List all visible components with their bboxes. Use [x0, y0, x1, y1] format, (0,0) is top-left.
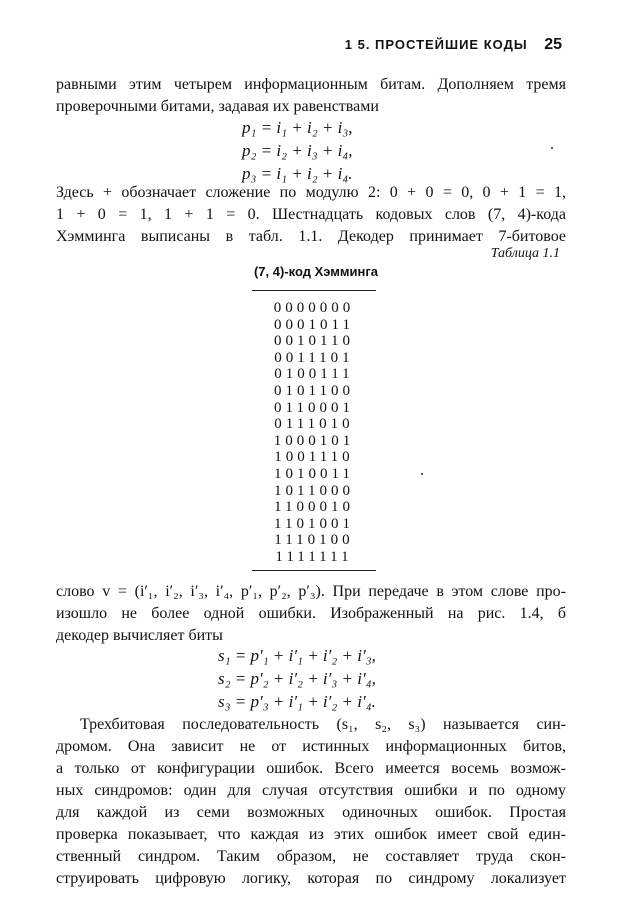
print-speck — [421, 473, 423, 475]
text-line: а только от конфигурации ошибок. Всего имеется восемь возмож- — [56, 760, 566, 777]
text-line: проверка показывает, что каждая из этих ошибок имеет свой един- — [56, 826, 566, 843]
section-title: 1 5. ПРОСТЕЙШИЕ КОДЫ — [344, 37, 528, 52]
codeword-row: 1001110 — [274, 449, 354, 466]
equation-line: p₂ = i₂ + i₃ + i₄, — [242, 141, 353, 160]
codeword-row: 1100010 — [274, 499, 354, 516]
text-line: дромом. Она зависит не от истинных информационных битов, — [56, 738, 566, 755]
text-line: проверочными битами, задавая их равенствами — [56, 98, 379, 115]
text-line: для каждой из семи возможных одиночных ошибок. Простая — [56, 804, 566, 821]
equation-line: p₁ = i₁ + i₂ + i₃, — [242, 118, 353, 137]
equation-line: s₁ = p′₁ + i′₁ + i′₂ + i′₃, — [218, 646, 376, 665]
text-line: струировать цифровую логику, которая по синдрому локализует — [56, 870, 566, 887]
parity-equations — [242, 116, 352, 185]
equation-line: s₂ = p′₂ + i′₂ + i′₃ + i′₄, — [218, 669, 376, 688]
codeword-row: 0001011 — [274, 316, 354, 333]
text-line: слово v = (i′₁, i′₂, i′₃, i′₄, p′₁, p′₂, p′₃). При передаче в этом слове про- — [56, 583, 566, 600]
syndrome-equations — [218, 644, 376, 713]
codeword-row: 1101001 — [274, 515, 354, 532]
codeword-row: 1110100 — [274, 532, 354, 549]
codeword-row: 0101100 — [274, 382, 354, 399]
text-line: ных синдромов: один для случая отсутствия ошибки и по одному — [56, 782, 566, 799]
page-number: 25 — [544, 36, 562, 53]
codeword-row: 0011101 — [274, 349, 354, 366]
table-title: (7, 4)-код Хэмминга — [253, 264, 379, 279]
text-line: Трехбитовая последовательность (s₁, s₂, s₃) называется син- — [80, 716, 566, 733]
paragraph-syndrome — [56, 714, 566, 890]
codeword-row: 0010110 — [274, 333, 354, 350]
text-line: ственный синдром. Таким образом, не составляет труда скон- — [56, 848, 566, 865]
running-header — [345, 36, 562, 54]
codeword-row: 0111010 — [274, 416, 354, 433]
codeword-row: 0000000 — [273, 300, 355, 316]
text-line: Здесь + обозначает сложение по модулю 2: 0 + 0 = 0, 0 + 1 = 1, — [56, 184, 566, 201]
paragraph-mod2 — [56, 182, 566, 248]
text-line: равными этим четырем информационным битам. Дополняем тремя — [56, 76, 566, 93]
codeword-row: 1000101 — [273, 432, 355, 449]
table-bottom-rule — [252, 570, 376, 571]
codeword-row: 1011000 — [274, 482, 354, 499]
codeword-row: 1010011 — [274, 465, 354, 482]
paragraph-received-word — [56, 581, 566, 647]
text-line: изошло не более одной ошибки. Изображенный на рис. 1.4, б — [56, 605, 566, 622]
table-top-rule — [252, 290, 376, 291]
text-line: Хэмминга выписаны в табл. 1.1. Декодер принимает 7-битовое — [56, 228, 566, 245]
equation-line: s₃ = p′₃ + i′₁ + i′₂ + i′₄. — [218, 692, 376, 711]
text-line: декодер вычисляет биты — [56, 627, 223, 644]
text-line: 1 + 0 = 1, 1 + 1 = 0. Шестнадцать кодовых слов (7, 4)-кода — [56, 206, 566, 223]
equation-line: p₃ = i₁ + i₂ + i₄. — [242, 164, 353, 183]
table-label: Таблица 1.1 — [490, 246, 560, 261]
codeword-row: 0110001 — [274, 399, 354, 416]
paragraph-intro — [56, 74, 566, 118]
codeword-row: 1111111 — [275, 548, 353, 565]
codeword-row: 0100111 — [274, 366, 354, 383]
hamming-codeword-table — [252, 300, 376, 566]
print-speck — [551, 147, 553, 149]
